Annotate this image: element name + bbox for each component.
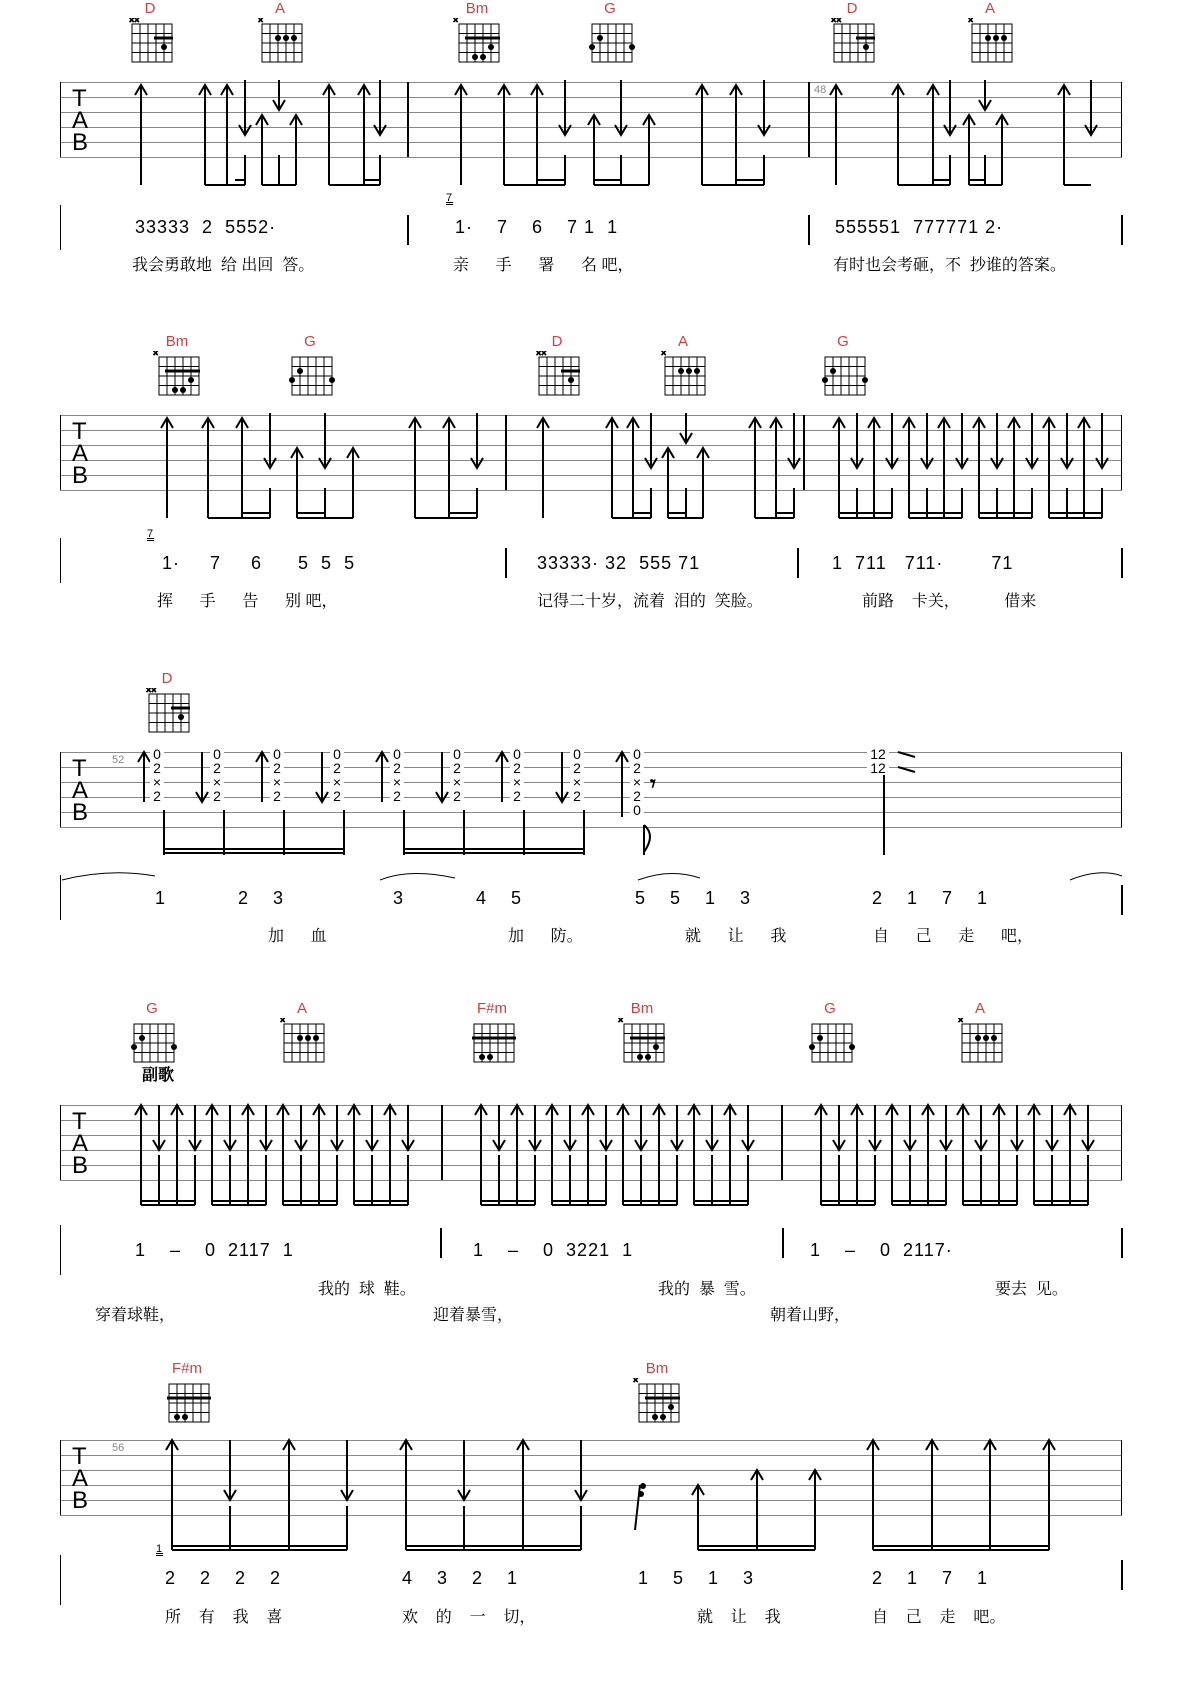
svg-text:𝄾: 𝄾 [650,771,656,796]
tab-clef: T A B [72,1108,89,1179]
measure-number: 56 [112,1442,125,1454]
svg-text:×: × [280,1018,286,1025]
svg-text:×: × [453,18,459,25]
chord-bm-diagram-icon [617,1018,667,1064]
lyric-line: 前路 卡关， 借来 [862,593,1037,610]
chord-d-diagram-icon [532,351,582,397]
measure-number: 52 [112,754,125,766]
chord-d: D ×× [137,670,197,734]
jianpu-line: 1 – 0 3221 1 [473,1240,634,1260]
chord-g: G [813,333,873,397]
svg-text:×: × [153,351,159,358]
chord-g: G [800,1000,860,1064]
svg-text:×: × [633,1378,639,1385]
chord-g: G [580,0,640,64]
jianpu-line: 2 2 2 2 [165,1568,282,1588]
lyric-line: 我会勇敢地 给 出回 答。 [132,257,315,274]
chord-bm-diagram-icon [452,18,502,64]
jianpu-line: 2 1 7 1 [872,1568,989,1588]
system-5 [0,1360,1200,1698]
lyric-line: 就 让 我 [685,928,787,945]
tab-clef: T A B [72,85,89,156]
grace-note: 1 [156,1543,164,1555]
chord-a: A × [250,0,310,64]
chord-bm-diagram-icon [632,1378,682,1424]
strum-pattern-icon [60,1095,1122,1215]
chord-fsharp-m: F#m [157,1360,217,1424]
lyric-line: 要去 见。 [995,1281,1068,1298]
chord-d: D ×× [120,0,180,64]
chord-a-diagram-icon [255,18,305,64]
chord-d-diagram-icon [125,18,175,64]
lyric-line: 穿着球鞋， [95,1307,176,1324]
chord-fsharp-m-diagram-icon [467,1018,517,1064]
lyric-line: 朝着山野， [770,1307,851,1324]
lyric-line: 自 己 走 吧， [873,928,1034,945]
chord-bm: Bm × [447,0,507,64]
chord-bm: Bm × [612,1000,672,1064]
jianpu-line: 1 – 0 2117 1 [135,1240,294,1260]
chord-g: G [280,333,340,397]
jianpu-line: 1· 7 6 5 5 5 [162,553,356,573]
lyric-line: 所 有 我 喜 [165,1609,283,1626]
chord-bm: Bm × [147,333,207,397]
svg-text:×: × [958,1018,964,1025]
chord-g-diagram-icon [585,18,635,64]
chord-d: D ×× [527,333,587,397]
chord-fsharp-m: F#m [462,1000,522,1064]
jianpu-line: 555551 777771 2· [835,217,1004,237]
lyric-line: 有时也会考砸，不 抄谁的答案。 [833,257,1066,274]
system-3: D ×× T A B 52 𝄾 0 2 × 2 0 2 × 2 0 2 × 2 0 2 × 2 0 2 × 2 0 2 × 2 0 2 × 2 0 2 × 2 0 2 × 2 0 12 12 1 2 3 3 4 5 5 5 1 3 2 1 7 1 加 血 加 防。 就 让 我 自 己 走 吧， [0,670,1200,960]
strum-pattern-icon [60,403,1122,523]
jianpu-line: 5 5 1 3 [635,888,752,908]
chord-g: G [122,1000,182,1064]
grace-note: 7 [446,192,454,204]
jianpu-line: 1 5 1 3 [638,1568,755,1588]
section-label-chorus: 副歌 [142,1067,175,1084]
chord-a-diagram-icon [277,1018,327,1064]
chord-g-diagram-icon [285,351,335,397]
tab-clef: T A B [72,755,89,826]
chord-g-diagram-icon [818,351,868,397]
lyric-line: 加 血 [268,928,327,945]
svg-text:×: × [618,1018,624,1025]
chord-d: D ×× [822,0,882,64]
svg-text:×: × [258,18,264,25]
jianpu-line: 3 4 5 [393,888,523,908]
svg-text:××: ×× [536,351,547,358]
lyric-line: 欢 的 一 切， [402,1609,536,1626]
chord-d-diagram-icon [827,18,877,64]
tab-clef: T A B [72,418,89,489]
lyric-line: 就 让 我 [697,1609,781,1626]
lyric-line: 我的 暴 雪。 [658,1281,756,1298]
svg-text:×: × [661,351,667,358]
lyric-line: 迎着暴雪， [433,1307,514,1324]
svg-text:××: ×× [129,18,140,25]
lyric-line: 挥 手 告 别 吧， [157,593,338,610]
svg-text:×: × [968,18,974,25]
measure-number: 48 [814,84,827,96]
jianpu-line: 1· 7 6 7 1 1 [455,217,619,237]
chord-a-diagram-icon [965,18,1015,64]
chord-a-diagram-icon [955,1018,1005,1064]
jianpu-line: 33333· 32 555 71 [537,553,701,573]
lyric-line: 我的 球 鞋。 [318,1281,416,1298]
jianpu-line: 1 – 0 2117· [810,1240,953,1260]
chord-fsharp-m-diagram-icon [162,1378,212,1424]
jianpu-line: 4 3 2 1 [402,1568,519,1588]
system-4 [0,1000,1200,1340]
svg-text:××: ×× [146,688,157,695]
chord-a: A × [950,1000,1010,1064]
chord-g-diagram-icon [805,1018,855,1064]
tie-arcs-icon [60,868,1122,888]
grace-note: 7 [147,528,155,540]
strum-pattern-icon [60,70,1122,190]
chord-bm: Bm × [627,1360,687,1424]
lyric-line: 亲 手 署 名 吧， [453,257,634,274]
lyric-line: 自 己 走 吧。 [872,1609,1006,1626]
chord-a: A × [272,1000,332,1064]
lyric-line: 加 防。 [508,928,583,945]
jianpu-line: 2 1 7 1 [872,888,989,908]
chord-a: A × [960,0,1020,64]
lyric-line: 记得二十岁，流着 泪的 笑脸。 [537,593,763,610]
jianpu-line: 1 711 711· 71 [832,553,1014,573]
chord-g-diagram-icon [127,1018,177,1064]
jianpu-line: 1 2 3 [155,888,285,908]
tab-clef: T A B [72,1443,89,1514]
svg-text:××: ×× [831,18,842,25]
system-2 [0,333,1200,633]
chord-a: A × [653,333,713,397]
chord-a-diagram-icon [658,351,708,397]
chord-bm-diagram-icon [152,351,202,397]
jianpu-line: 33333 2 5552· [135,217,277,237]
system-1 [0,0,1200,290]
strum-pattern-icon [60,1430,1122,1560]
chord-d-diagram-icon [142,688,192,734]
